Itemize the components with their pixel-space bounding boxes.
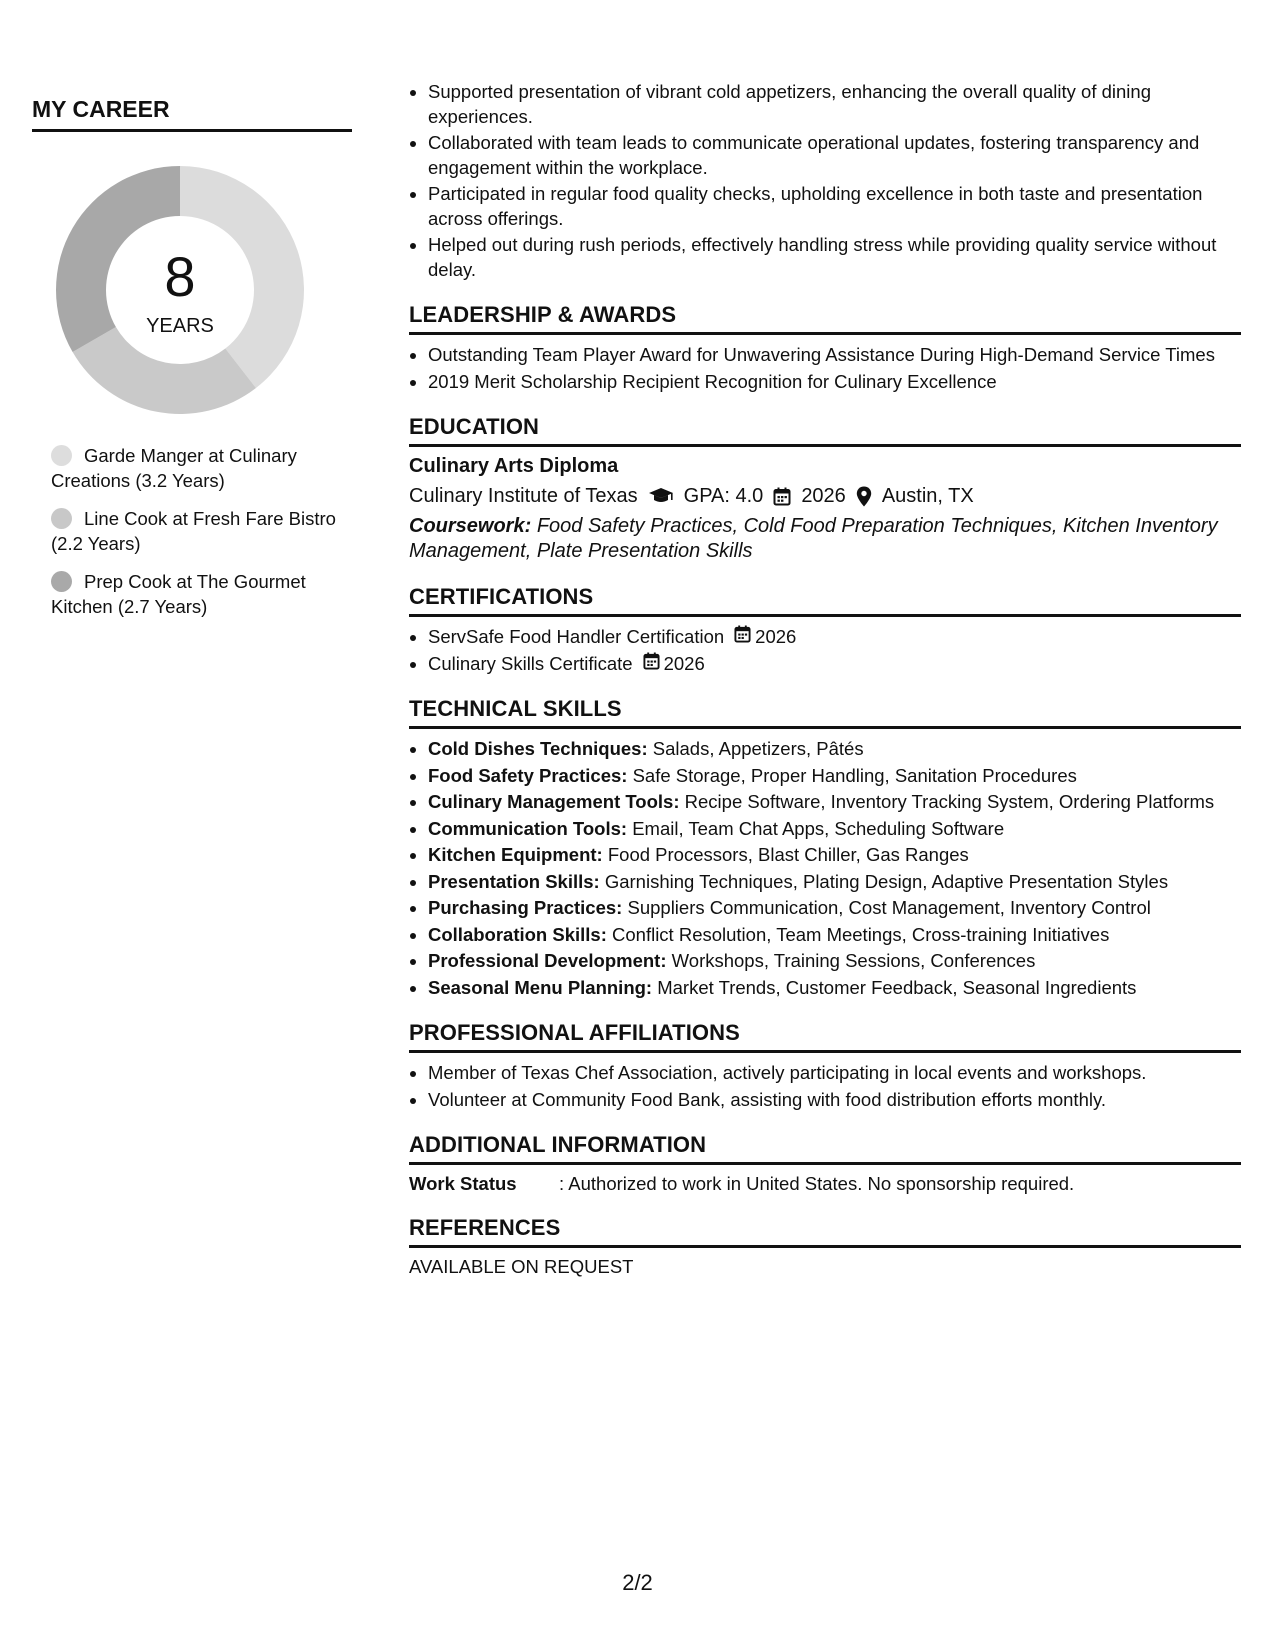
legend-item: [51, 569, 352, 619]
cert-year-wrap: [734, 625, 796, 650]
school-name: Culinary Institute of Texas: [409, 485, 638, 507]
skill-label: Professional Development:: [428, 950, 667, 971]
skill-label: Purchasing Practices:: [428, 897, 623, 918]
coursework-label: Coursework:: [409, 515, 532, 537]
skill-label: Kitchen Equipment:: [428, 844, 603, 865]
cert-name: ServSafe Food Handler Certification: [428, 626, 725, 647]
list-item: • Volunteer at Community Food Bank, assisting with food distribution efforts monthly.: [428, 1088, 1241, 1113]
skill-label: Culinary Management Tools:: [428, 791, 680, 812]
list-item: • Participated in regular food quality checks, upholding excellence in both taste and presentation across offerings.: [428, 182, 1241, 231]
list-item: [428, 843, 1241, 868]
list-item: • Member of Texas Chef Association, actively participating in local events and workshops.: [428, 1061, 1241, 1086]
list-item: [428, 976, 1241, 1001]
skill-value: Email, Team Chat Apps, Scheduling Software: [632, 817, 1005, 839]
list-item: [428, 764, 1241, 789]
skill-value: Suppliers Communication, Cost Management, Inventory Control: [627, 897, 1151, 918]
skill-value: Food Processors, Blast Chiller, Gas Ranges: [607, 844, 969, 865]
work-status-row: [409, 1173, 1241, 1195]
legend-item: [51, 443, 352, 493]
certifications-list: [409, 625, 1241, 676]
additional-section: [409, 1132, 1241, 1195]
cert-year: 2026: [663, 652, 705, 674]
work-status-value: : Authorized to work in United States. No sponsorship required.: [559, 1173, 1075, 1194]
list-item: [428, 737, 1241, 762]
list-item: [428, 923, 1241, 948]
education-details: [409, 482, 1241, 510]
list-item: [428, 625, 1241, 650]
references-section: [409, 1215, 1241, 1278]
certifications-section: [409, 584, 1241, 676]
career-legend: [32, 443, 352, 619]
legend-dot: [51, 508, 72, 529]
section-title: TECHNICAL SKILLS: [409, 696, 1241, 729]
graduation-year: 2026: [801, 485, 846, 507]
skill-value: Safe Storage, Proper Handling, Sanitation Procedures: [632, 764, 1077, 786]
affiliations-section: [409, 1020, 1241, 1112]
skill-value: Recipe Software, Inventory Tracking System, Ordering Platforms: [684, 791, 1215, 812]
career-title: MY CAREER: [32, 96, 352, 132]
list-item: [428, 949, 1241, 974]
section-title: ADDITIONAL INFORMATION: [409, 1132, 1241, 1165]
skill-label: Communication Tools:: [428, 817, 628, 839]
legend-dot: [51, 445, 72, 466]
skills-section: [409, 696, 1241, 1000]
skill-label: Food Safety Practices:: [428, 764, 628, 786]
section-title: LEADERSHIP & AWARDS: [409, 302, 1241, 335]
skill-label: Collaboration Skills:: [428, 923, 607, 945]
skills-list: [409, 737, 1241, 1000]
legend-label: Line Cook at Fresh Fare Bistro (2.2 Years): [51, 508, 336, 554]
graduation-cap-icon: [648, 487, 674, 505]
legend-item: [51, 506, 352, 556]
calendar-icon: [734, 625, 751, 650]
coursework: [409, 514, 1241, 564]
references-text: AVAILABLE ON REQUEST: [409, 1256, 634, 1277]
section-title: PROFESSIONAL AFFILIATIONS: [409, 1020, 1241, 1053]
skill-value: Garnishing Techniques, Plating Design, Adaptive Presentation Styles: [604, 870, 1169, 892]
legend-label: Garde Manger at Culinary Creations (3.2 Years): [51, 445, 297, 491]
calendar-icon: [773, 487, 791, 506]
cert-year: 2026: [755, 626, 797, 647]
skill-label: Presentation Skills:: [428, 870, 600, 892]
leadership-section: [409, 302, 1241, 394]
main-column: [409, 80, 1241, 1278]
list-item: • Helped out during rush periods, effectively handling stress while providing quality service without delay.: [428, 233, 1241, 282]
cert-name: Culinary Skills Certificate: [428, 652, 633, 674]
skill-value: Salads, Appetizers, Pâtés: [652, 738, 864, 759]
career-donut-chart: [55, 165, 305, 415]
degree-title: Culinary Arts Diploma: [409, 455, 619, 477]
list-item: [428, 652, 1241, 677]
list-item: • Supported presentation of vibrant cold appetizers, enhancing the overall quality of dining experiences.: [428, 80, 1241, 129]
education-section: [409, 414, 1241, 564]
donut-center: [55, 165, 305, 415]
career-total-number: 8: [164, 245, 196, 308]
leadership-list: [409, 343, 1241, 394]
section-title: REFERENCES: [409, 1215, 1241, 1248]
career-sidebar: [32, 96, 352, 632]
legend-dot: [51, 571, 72, 592]
coursework-text: Food Safety Practices, Cold Food Preparation Techniques, Kitchen Inventory Management, Plate Presentation Skills: [409, 515, 1218, 562]
calendar-icon: [643, 652, 660, 677]
list-item: • Collaborated with team leads to communicate operational updates, fostering transparency and engagement within the workplace.: [428, 131, 1241, 180]
list-item: [428, 896, 1241, 921]
work-status-key: Work Status: [409, 1173, 517, 1194]
skill-value: Workshops, Training Sessions, Conferences: [671, 950, 1036, 971]
list-item: [428, 870, 1241, 895]
school-location: Austin, TX: [881, 485, 974, 507]
section-title: EDUCATION: [409, 414, 1241, 447]
list-item: • Outstanding Team Player Award for Unwavering Assistance During High-Demand Service Times: [428, 343, 1241, 368]
section-title: CERTIFICATIONS: [409, 584, 1241, 617]
career-total-unit: YEARS: [146, 315, 214, 337]
experience-bullets: [409, 80, 1241, 282]
skill-value: Market Trends, Customer Feedback, Seasonal Ingredients: [657, 976, 1137, 998]
list-item: [428, 817, 1241, 842]
gpa: GPA: 4.0: [683, 485, 764, 507]
list-item: • 2019 Merit Scholarship Recipient Recognition for Culinary Excellence: [428, 370, 1241, 395]
skill-label: Seasonal Menu Planning:: [428, 976, 653, 998]
skill-label: Cold Dishes Techniques:: [428, 738, 648, 759]
page-number: 2/2: [622, 1570, 653, 1595]
legend-label: Prep Cook at The Gourmet Kitchen (2.7 Years): [51, 571, 306, 617]
skill-value: Conflict Resolution, Team Meetings, Cross-training Initiatives: [612, 923, 1110, 945]
affiliations-list: [409, 1061, 1241, 1112]
map-pin-icon: [856, 486, 872, 507]
cert-year-wrap: [643, 652, 705, 677]
list-item: [428, 790, 1241, 815]
